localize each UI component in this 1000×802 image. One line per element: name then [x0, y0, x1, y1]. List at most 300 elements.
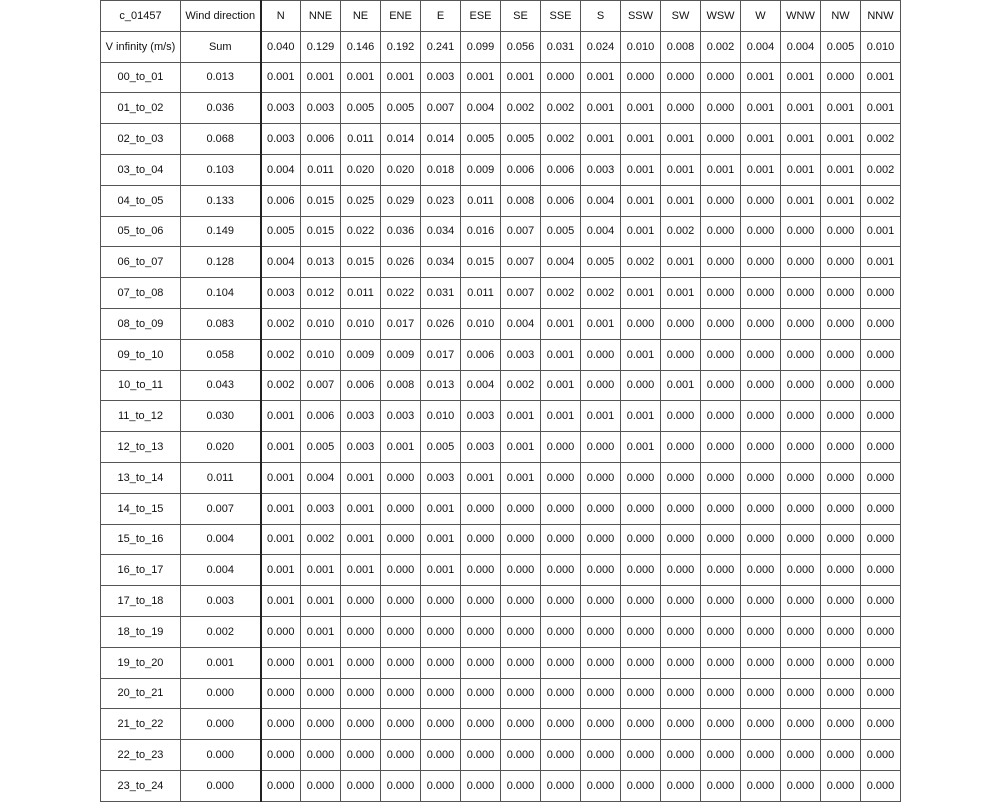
table-cell: 0.015 [341, 247, 381, 278]
table-cell: 0.001 [861, 247, 901, 278]
table-cell: 0.000 [741, 678, 781, 709]
table-cell: 0.000 [661, 401, 701, 432]
table-row [101, 462, 901, 493]
table-cell: 0.004 [261, 247, 301, 278]
table-cell: 0.000 [741, 524, 781, 555]
table-cell: 0.001 [261, 432, 301, 463]
table-cell: 0.000 [741, 432, 781, 463]
table-cell: 0.002 [661, 216, 701, 247]
table-cell: 0.008 [381, 370, 421, 401]
table-cell: 0.000 [421, 586, 461, 617]
table-cell: 0.002 [301, 524, 341, 555]
table-cell: 0.000 [261, 616, 301, 647]
speed-bin-label: 14_to_15 [101, 493, 181, 524]
table-cell: 0.001 [261, 555, 301, 586]
table-cell: 0.000 [541, 616, 581, 647]
table-cell: 0.001 [501, 432, 541, 463]
table-cell: 0.000 [701, 678, 741, 709]
table-cell: 0.001 [621, 124, 661, 155]
table-cell: 0.002 [861, 154, 901, 185]
table-row [101, 709, 901, 740]
table-cell: 0.001 [581, 62, 621, 93]
table-row [101, 647, 901, 678]
table-cell: 0.002 [501, 370, 541, 401]
table-cell: 0.000 [421, 647, 461, 678]
table-row [101, 62, 901, 93]
table-cell: 0.000 [381, 709, 421, 740]
table-cell: 0.000 [821, 647, 861, 678]
sum-value-n: 0.040 [261, 31, 301, 62]
table-row [101, 216, 901, 247]
table-cell: 0.000 [661, 524, 701, 555]
table-cell: 0.000 [581, 339, 621, 370]
table-cell: 0.000 [621, 709, 661, 740]
row-sum: 0.083 [181, 308, 261, 339]
sum-label: Sum [181, 31, 261, 62]
table-cell: 0.000 [501, 740, 541, 771]
table-cell: 0.011 [461, 278, 501, 309]
table-cell: 0.001 [821, 185, 861, 216]
table-cell: 0.001 [581, 401, 621, 432]
table-cell: 0.002 [541, 278, 581, 309]
table-cell: 0.000 [461, 740, 501, 771]
speed-bin-label: 17_to_18 [101, 586, 181, 617]
table-cell: 0.000 [501, 770, 541, 801]
table-cell: 0.001 [861, 93, 901, 124]
sum-value-se: 0.056 [501, 31, 541, 62]
table-cell: 0.000 [741, 647, 781, 678]
table-cell: 0.000 [621, 586, 661, 617]
table-cell: 0.031 [421, 278, 461, 309]
table-row [101, 770, 901, 801]
table-cell: 0.000 [381, 616, 421, 647]
table-cell: 0.000 [501, 647, 541, 678]
table-cell: 0.029 [381, 185, 421, 216]
direction-header-nnw: NNW [861, 1, 901, 32]
table-cell: 0.003 [501, 339, 541, 370]
table-cell: 0.013 [301, 247, 341, 278]
table-cell: 0.006 [301, 124, 341, 155]
table-cell: 0.001 [341, 462, 381, 493]
table-cell: 0.000 [861, 493, 901, 524]
table-cell: 0.000 [661, 616, 701, 647]
table-cell: 0.001 [581, 93, 621, 124]
table-cell: 0.000 [541, 555, 581, 586]
table-cell: 0.001 [661, 154, 701, 185]
table-cell: 0.000 [741, 462, 781, 493]
table-cell: 0.001 [661, 370, 701, 401]
table-cell: 0.005 [421, 432, 461, 463]
table-cell: 0.002 [501, 93, 541, 124]
table-cell: 0.000 [821, 616, 861, 647]
table-cell: 0.000 [781, 401, 821, 432]
table-cell: 0.006 [301, 401, 341, 432]
sum-value-sse: 0.031 [541, 31, 581, 62]
table-cell: 0.007 [501, 216, 541, 247]
direction-header-nne: NNE [301, 1, 341, 32]
table-cell: 0.014 [421, 124, 461, 155]
table-cell: 0.000 [381, 770, 421, 801]
table-cell: 0.000 [821, 432, 861, 463]
row-sum: 0.058 [181, 339, 261, 370]
table-cell: 0.000 [701, 401, 741, 432]
table-cell: 0.007 [421, 93, 461, 124]
table-cell: 0.000 [661, 709, 701, 740]
table-cell: 0.000 [581, 586, 621, 617]
table-cell: 0.000 [621, 462, 661, 493]
direction-header-label: Wind direction [181, 1, 261, 32]
table-cell: 0.002 [261, 370, 301, 401]
row-sum: 0.020 [181, 432, 261, 463]
table-cell: 0.000 [581, 647, 621, 678]
table-cell: 0.000 [301, 740, 341, 771]
table-cell: 0.000 [381, 586, 421, 617]
table-cell: 0.000 [461, 524, 501, 555]
row-sum: 0.003 [181, 586, 261, 617]
table-cell: 0.000 [861, 278, 901, 309]
table-cell: 0.000 [581, 740, 621, 771]
table-cell: 0.005 [541, 216, 581, 247]
table-cell: 0.001 [821, 93, 861, 124]
table-cell: 0.000 [501, 524, 541, 555]
table-cell: 0.000 [741, 555, 781, 586]
table-cell: 0.003 [581, 154, 621, 185]
table-cell: 0.001 [661, 278, 701, 309]
speed-bin-label: 10_to_11 [101, 370, 181, 401]
speed-bin-label: 02_to_03 [101, 124, 181, 155]
table-cell: 0.003 [461, 432, 501, 463]
table-cell: 0.000 [781, 339, 821, 370]
sum-value-nw: 0.005 [821, 31, 861, 62]
table-cell: 0.000 [461, 678, 501, 709]
table-cell: 0.009 [381, 339, 421, 370]
table-cell: 0.010 [301, 339, 341, 370]
table-cell: 0.000 [621, 308, 661, 339]
speed-bin-label: 12_to_13 [101, 432, 181, 463]
table-cell: 0.000 [661, 308, 701, 339]
row-sum: 0.001 [181, 647, 261, 678]
table-cell: 0.000 [261, 770, 301, 801]
direction-header-s: S [581, 1, 621, 32]
table-cell: 0.000 [581, 462, 621, 493]
table-cell: 0.014 [381, 124, 421, 155]
table-cell: 0.000 [821, 370, 861, 401]
table-cell: 0.000 [541, 493, 581, 524]
table-cell: 0.007 [501, 278, 541, 309]
direction-header-n: N [261, 1, 301, 32]
table-cell: 0.006 [541, 154, 581, 185]
table-cell: 0.000 [821, 678, 861, 709]
table-cell: 0.001 [621, 154, 661, 185]
table-cell: 0.000 [741, 247, 781, 278]
table-cell: 0.000 [821, 493, 861, 524]
table-cell: 0.003 [261, 93, 301, 124]
table-row [101, 185, 901, 216]
table-cell: 0.000 [781, 247, 821, 278]
table-cell: 0.004 [501, 308, 541, 339]
sum-value-ne: 0.146 [341, 31, 381, 62]
table-cell: 0.000 [261, 709, 301, 740]
table-cell: 0.017 [421, 339, 461, 370]
table-cell: 0.004 [581, 216, 621, 247]
speed-bin-label: 19_to_20 [101, 647, 181, 678]
table-row [101, 432, 901, 463]
table-cell: 0.002 [621, 247, 661, 278]
table-cell: 0.009 [341, 339, 381, 370]
row-sum: 0.104 [181, 278, 261, 309]
table-cell: 0.034 [421, 247, 461, 278]
table-cell: 0.001 [741, 93, 781, 124]
table-cell: 0.000 [821, 555, 861, 586]
row-sum: 0.036 [181, 93, 261, 124]
table-cell: 0.000 [621, 678, 661, 709]
table-cell: 0.000 [701, 647, 741, 678]
table-cell: 0.000 [701, 616, 741, 647]
speed-bin-label: 09_to_10 [101, 339, 181, 370]
table-cell: 0.011 [301, 154, 341, 185]
table-cell: 0.000 [381, 462, 421, 493]
table-cell: 0.000 [461, 586, 501, 617]
table-row [101, 93, 901, 124]
table-cell: 0.001 [461, 62, 501, 93]
table-cell: 0.000 [661, 432, 701, 463]
table-cell: 0.001 [541, 401, 581, 432]
table-cell: 0.000 [541, 647, 581, 678]
table-cell: 0.005 [501, 124, 541, 155]
table-cell: 0.000 [621, 740, 661, 771]
table-cell: 0.001 [461, 462, 501, 493]
sum-value-ene: 0.192 [381, 31, 421, 62]
table-cell: 0.000 [741, 770, 781, 801]
table-cell: 0.000 [821, 462, 861, 493]
table-cell: 0.000 [781, 678, 821, 709]
table-cell: 0.003 [261, 278, 301, 309]
table-cell: 0.000 [781, 555, 821, 586]
row-sum: 0.068 [181, 124, 261, 155]
table-cell: 0.000 [861, 524, 901, 555]
table-cell: 0.000 [381, 740, 421, 771]
direction-header-se: SE [501, 1, 541, 32]
table-cell: 0.009 [461, 154, 501, 185]
table-cell: 0.001 [541, 370, 581, 401]
table-cell: 0.002 [261, 308, 301, 339]
table-cell: 0.000 [501, 616, 541, 647]
table-cell: 0.005 [341, 93, 381, 124]
table-cell: 0.000 [381, 555, 421, 586]
table-cell: 0.001 [341, 524, 381, 555]
direction-header-ssw: SSW [621, 1, 661, 32]
table-cell: 0.001 [621, 93, 661, 124]
sum-value-w: 0.004 [741, 31, 781, 62]
table-row [101, 247, 901, 278]
table-cell: 0.011 [341, 278, 381, 309]
table-cell: 0.000 [661, 678, 701, 709]
table-cell: 0.000 [581, 432, 621, 463]
table-cell: 0.000 [341, 709, 381, 740]
table-cell: 0.000 [701, 216, 741, 247]
table-cell: 0.000 [741, 493, 781, 524]
table-row [101, 154, 901, 185]
table-cell: 0.000 [701, 308, 741, 339]
table-cell: 0.006 [341, 370, 381, 401]
table-cell: 0.005 [581, 247, 621, 278]
table-cell: 0.026 [381, 247, 421, 278]
speed-bin-label: 15_to_16 [101, 524, 181, 555]
table-cell: 0.001 [821, 124, 861, 155]
table-cell: 0.036 [381, 216, 421, 247]
table-cell: 0.000 [821, 278, 861, 309]
table-row [101, 524, 901, 555]
sum-value-wsw: 0.002 [701, 31, 741, 62]
table-cell: 0.000 [741, 586, 781, 617]
table-row [101, 401, 901, 432]
table-cell: 0.000 [461, 647, 501, 678]
table-cell: 0.023 [421, 185, 461, 216]
table-cell: 0.000 [781, 216, 821, 247]
table-cell: 0.001 [261, 462, 301, 493]
table-cell: 0.001 [621, 216, 661, 247]
table-cell: 0.003 [261, 124, 301, 155]
table-cell: 0.004 [301, 462, 341, 493]
table-cell: 0.000 [621, 770, 661, 801]
table-cell: 0.000 [701, 93, 741, 124]
table-cell: 0.000 [341, 678, 381, 709]
table-cell: 0.000 [781, 278, 821, 309]
table-cell: 0.001 [261, 524, 301, 555]
table-cell: 0.005 [381, 93, 421, 124]
table-cell: 0.001 [621, 278, 661, 309]
row-sum: 0.000 [181, 709, 261, 740]
row-sum: 0.043 [181, 370, 261, 401]
table-cell: 0.000 [301, 770, 341, 801]
table-cell: 0.000 [621, 524, 661, 555]
direction-header-wnw: WNW [781, 1, 821, 32]
table-cell: 0.000 [381, 493, 421, 524]
row-sum: 0.011 [181, 462, 261, 493]
row-sum: 0.000 [181, 678, 261, 709]
table-cell: 0.001 [741, 124, 781, 155]
table-cell: 0.000 [781, 524, 821, 555]
table-cell: 0.000 [581, 493, 621, 524]
speed-bin-label: 01_to_02 [101, 93, 181, 124]
table-cell: 0.001 [661, 247, 701, 278]
table-cell: 0.000 [861, 432, 901, 463]
table-cell: 0.001 [501, 462, 541, 493]
row-sum: 0.103 [181, 154, 261, 185]
table-cell: 0.000 [621, 616, 661, 647]
table-cell: 0.001 [541, 308, 581, 339]
table-cell: 0.004 [541, 247, 581, 278]
table-cell: 0.000 [501, 678, 541, 709]
table-cell: 0.000 [701, 740, 741, 771]
speed-bin-label: 13_to_14 [101, 462, 181, 493]
table-cell: 0.000 [541, 586, 581, 617]
speed-bin-label: 20_to_21 [101, 678, 181, 709]
table-cell: 0.020 [341, 154, 381, 185]
table-cell: 0.000 [581, 709, 621, 740]
table-cell: 0.001 [261, 62, 301, 93]
table-cell: 0.000 [661, 586, 701, 617]
direction-header-ene: ENE [381, 1, 421, 32]
sum-value-e: 0.241 [421, 31, 461, 62]
table-cell: 0.011 [461, 185, 501, 216]
table-cell: 0.000 [701, 124, 741, 155]
table-cell: 0.001 [341, 493, 381, 524]
table-cell: 0.000 [701, 586, 741, 617]
table-cell: 0.003 [341, 432, 381, 463]
table-cell: 0.000 [701, 493, 741, 524]
table-cell: 0.000 [661, 493, 701, 524]
table-cell: 0.001 [781, 62, 821, 93]
table-cell: 0.000 [821, 709, 861, 740]
speed-bin-label: 07_to_08 [101, 278, 181, 309]
table-cell: 0.000 [781, 586, 821, 617]
table-body [101, 1, 901, 802]
table-cell: 0.000 [701, 709, 741, 740]
table-cell: 0.000 [701, 62, 741, 93]
table-cell: 0.000 [621, 647, 661, 678]
table-cell: 0.000 [581, 370, 621, 401]
table-cell: 0.000 [861, 586, 901, 617]
table-cell: 0.000 [421, 709, 461, 740]
speed-bin-label: 11_to_12 [101, 401, 181, 432]
table-cell: 0.004 [261, 154, 301, 185]
table-cell: 0.001 [621, 432, 661, 463]
table-cell: 0.000 [821, 247, 861, 278]
table-cell: 0.006 [461, 339, 501, 370]
table-cell: 0.000 [341, 770, 381, 801]
table-cell: 0.000 [501, 555, 541, 586]
table-cell: 0.000 [341, 740, 381, 771]
table-cell: 0.000 [861, 370, 901, 401]
table-cell: 0.000 [821, 586, 861, 617]
table-cell: 0.008 [501, 185, 541, 216]
speed-bin-label: 08_to_09 [101, 308, 181, 339]
table-cell: 0.006 [541, 185, 581, 216]
table-cell: 0.000 [581, 524, 621, 555]
table-cell: 0.001 [861, 216, 901, 247]
table-cell: 0.000 [781, 709, 821, 740]
table-cell: 0.000 [421, 740, 461, 771]
table-cell: 0.002 [861, 124, 901, 155]
table-cell: 0.017 [381, 308, 421, 339]
table-cell: 0.000 [781, 432, 821, 463]
table-cell: 0.000 [461, 709, 501, 740]
table-cell: 0.000 [341, 647, 381, 678]
row-sum: 0.128 [181, 247, 261, 278]
table-cell: 0.003 [301, 93, 341, 124]
table-cell: 0.000 [741, 278, 781, 309]
sum-value-s: 0.024 [581, 31, 621, 62]
sum-value-nne: 0.129 [301, 31, 341, 62]
table-cell: 0.000 [381, 678, 421, 709]
corner-label: c_01457 [101, 1, 181, 32]
row-sum: 0.133 [181, 185, 261, 216]
table-cell: 0.001 [261, 493, 301, 524]
table-row [101, 339, 901, 370]
table-cell: 0.000 [741, 308, 781, 339]
table-cell: 0.000 [741, 185, 781, 216]
table-cell: 0.000 [541, 524, 581, 555]
table-cell: 0.015 [301, 185, 341, 216]
table-cell: 0.000 [261, 647, 301, 678]
table-cell: 0.000 [621, 555, 661, 586]
table-cell: 0.000 [861, 462, 901, 493]
table-cell: 0.000 [701, 185, 741, 216]
table-cell: 0.000 [781, 647, 821, 678]
table-cell: 0.001 [421, 493, 461, 524]
row-sum: 0.004 [181, 524, 261, 555]
